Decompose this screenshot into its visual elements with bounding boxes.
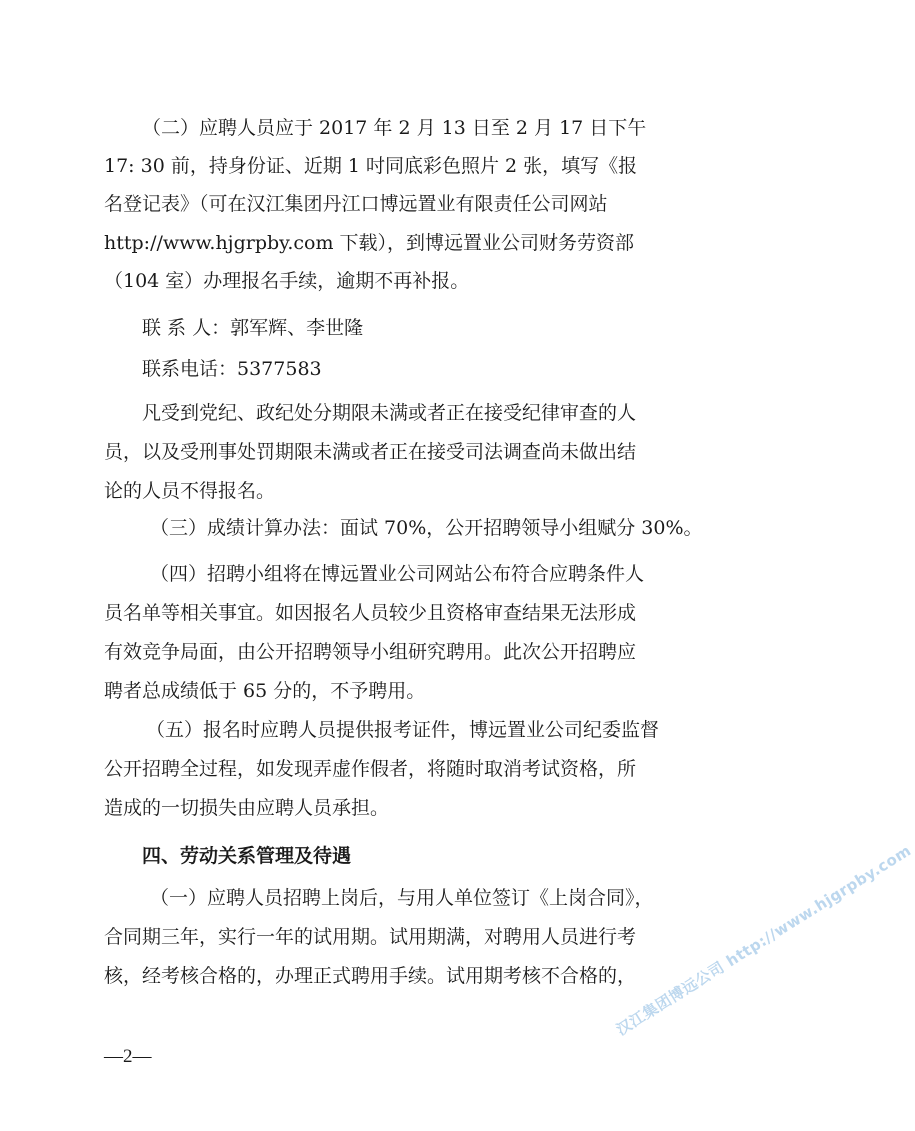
page-number: —2— — [104, 1046, 152, 1067]
paragraph-line: （二）应聘人员应于 2017 年 2 月 13 日至 2 月 17 日下午 — [142, 117, 647, 139]
paragraph-line: 17: 30 前，持身份证、近期 1 吋同底彩色照片 2 张，填写《报 — [104, 155, 638, 177]
paragraph-line: （104 室）办理报名手续，逾期不再补报。 — [104, 270, 470, 292]
paragraph-line: 凡受到党纪、政纪处分期限未满或者正在接受纪律审查的人 — [142, 402, 637, 424]
paragraph-line: （三）成绩计算办法：面试 70%，公开招聘领导小组赋分 30%。 — [150, 517, 703, 539]
paragraph-line: （四）招聘小组将在博远置业公司网站公布符合应聘条件人 — [150, 563, 645, 585]
paragraph-line: 核，经考核合格的，办理正式聘用手续。试用期考核不合格的， — [104, 965, 637, 987]
section-heading: 四、劳动关系管理及待遇 — [142, 845, 352, 867]
paragraph-line: 合同期三年，实行一年的试用期。试用期满，对聘用人员进行考 — [104, 926, 637, 948]
paragraph-line: 员，以及受刑事处罚期限未满或者正在接受司法调查尚未做出结 — [104, 441, 637, 463]
paragraph-line: 名登记表》（可在汉江集团丹江口博远置业有限责任公司网站 — [104, 193, 608, 215]
watermark: 汉江集团博远公司 http://www.hjgrpby.com — [613, 841, 915, 1039]
contact-person: 联 系 人：郭军辉、李世隆 — [142, 317, 364, 339]
contact-phone: 联系电话：5377583 — [142, 358, 322, 380]
paragraph-line: 公开招聘全过程，如发现弄虚作假者，将随时取消考试资格，所 — [104, 758, 637, 780]
paragraph-line: （一）应聘人员招聘上岗后，与用人单位签订《上岗合同》， — [150, 887, 654, 909]
paragraph-line: （五）报名时应聘人员提供报考证件，博远置业公司纪委监督 — [146, 719, 660, 741]
paragraph-line: http://www.hjgrpby.com 下载），到博远置业公司财务劳资部 — [104, 232, 635, 254]
paragraph-line: 论的人员不得报名。 — [104, 480, 276, 502]
paragraph-line: 员名单等相关事宜。如因报名人员较少且资格审查结果无法形成 — [104, 602, 637, 624]
paragraph-line: 有效竞争局面，由公开招聘领导小组研究聘用。此次公开招聘应 — [104, 641, 637, 663]
paragraph-line: 造成的一切损失由应聘人员承担。 — [104, 797, 390, 819]
paragraph-line: 聘者总成绩低于 65 分的，不予聘用。 — [104, 680, 426, 702]
